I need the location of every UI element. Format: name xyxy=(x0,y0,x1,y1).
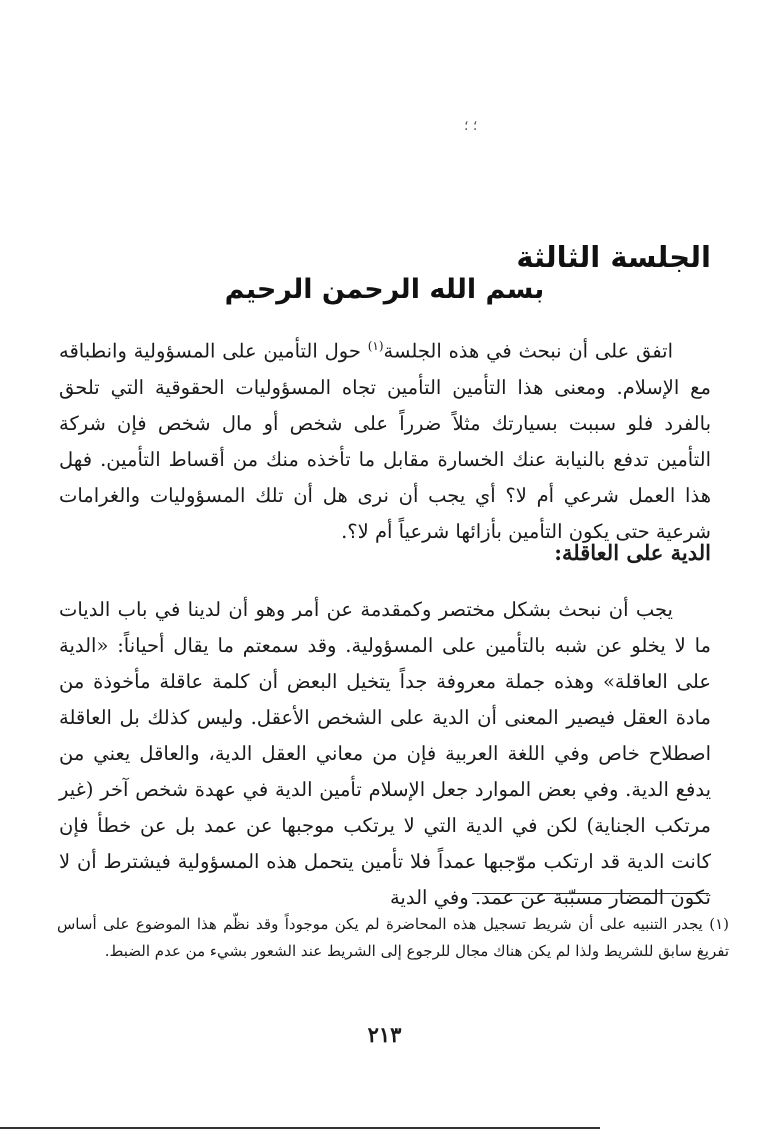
page-number: ٢١٣ xyxy=(367,1022,402,1047)
section-subheading: الدية على العاقلة: xyxy=(554,540,711,565)
paragraph-2: يجب أن نبحث بشكل مختصر وكمقدمة عن أمر وهو أن لدينا في باب الديات ما لا يخلو عن شبه بالتأمين على المسؤولية. وقد سمعتم ما يقال أحياناً: «الدية على العاقلة» وهذه جملة معروفة جداً يتخيل البعض أن كلمة عاقلة مأخوذة من مادة العقل فيصير المعنى أن الدية على الشخص الأعقل. وليس كذلك بل العاقلة اصطلاح خاص وفي اللغة العربية فإن من معاني العقل الدية، والعاقل يعني من يدفع الدية. وفي بعض الموارد جعل الإسلام تأمين الدية في عهدة شخص آخر (غير مرتكب الجناية) لكن في الدية التي لا يرتكب موجبها عن عمد بل عن خطأ فإن كانت الدية قد ارتكب موّجبها عمداً فلا تأمين يتحمل هذه المسؤولية فيشترط أن لا تكون المضار مسبّبة عن عمد. وفي الدية xyxy=(59,598,711,909)
scan-edge-line xyxy=(0,1127,600,1129)
footnote-reference: (١) xyxy=(367,339,384,353)
paragraph-1-rest: حول التأمين على المسؤولية وانطباقه مع الإسلام. ومعنى هذا التأمين التأمين تجاه المسؤوليات الحقوقية التي تلحق بالفرد فلو سببت بسيارتك مثلاً ضرراً على شخص أو مال شخص فإن شركة التأمين تدفع بالنيابة عنك الخسارة مقابل ما تأخذه منك من أقساط التأمين. فهل هذا العمل شرعي أم لا؟ أي يجب أن نرى هل أن تلك المسؤوليات والغرامات شرعية حتى يكون التأمين بأزائها شرعياً أم لا؟. xyxy=(59,339,711,543)
top-mark: ؛ ؛ xyxy=(464,118,478,134)
paragraph-1-start: اتفق على أن نبحث في هذه الجلسة xyxy=(383,339,674,363)
footnote-text: يجدر التنبيه على أن شريط تسجيل هذه المحاضرة لم يكن موجوداً وقد نظّم هذا الموضوع على أساس تفريغ سابق للشريط ولذا لم يكن هناك مجال للرجوع إلى الشريط عند الشعور بشيء من عدم الضبط. xyxy=(57,915,729,960)
basmala-heading: بسم الله الرحمن الرحيم xyxy=(224,274,545,305)
footnote-marker: (١) xyxy=(709,915,729,933)
footnote xyxy=(57,911,729,965)
session-title: الجلسة الثالثة xyxy=(516,240,711,274)
paragraph-1 xyxy=(59,328,711,550)
footnote-divider xyxy=(472,893,709,894)
